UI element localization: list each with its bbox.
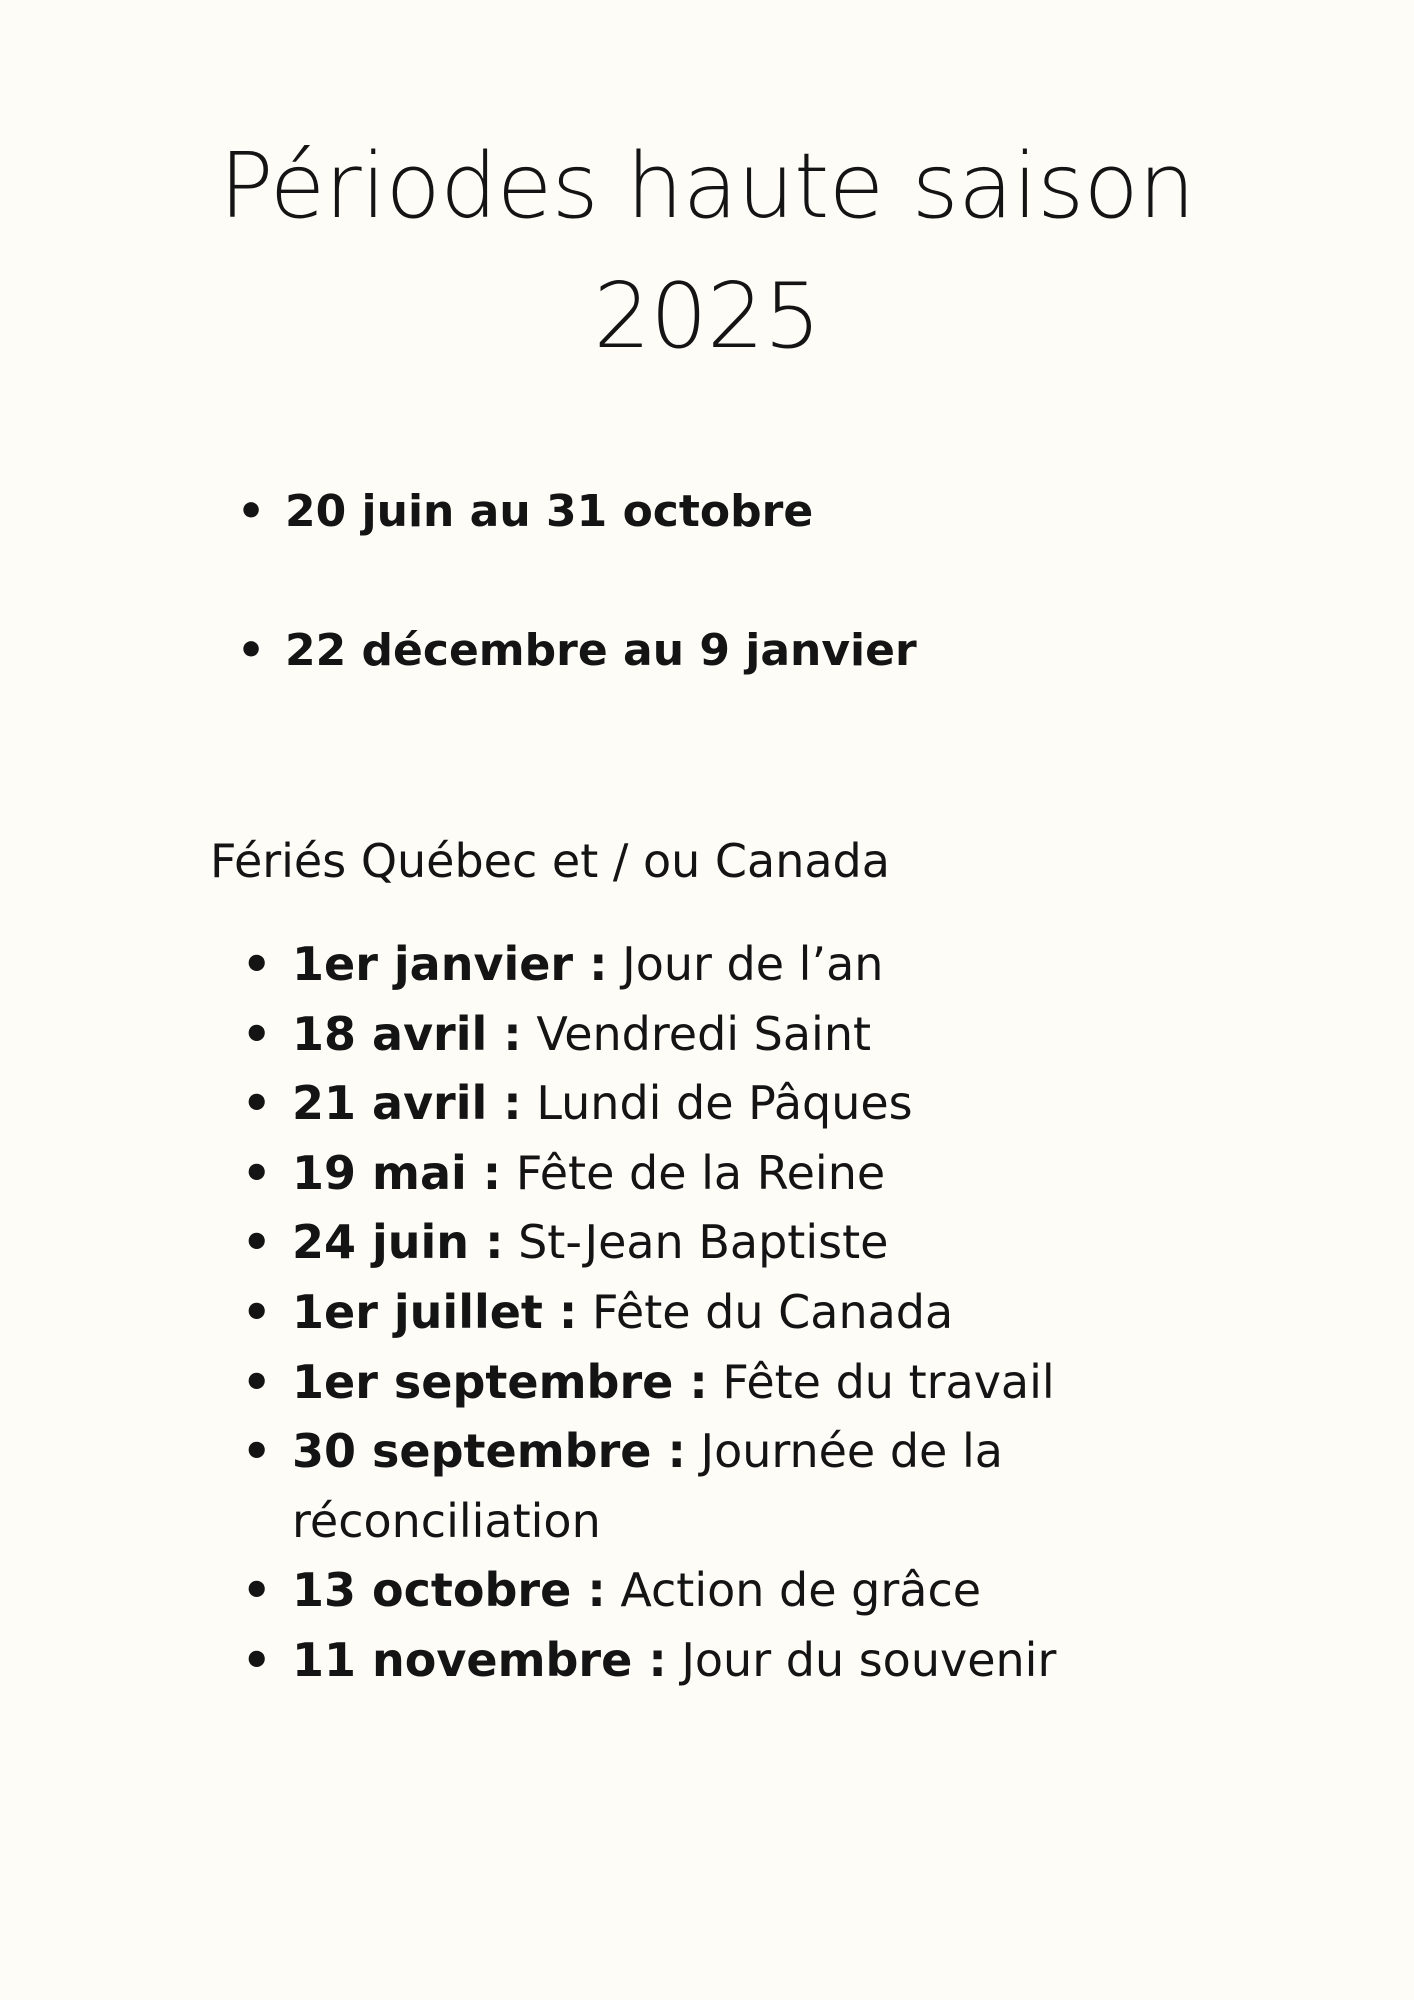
holiday-item <box>242 1417 1142 1556</box>
holiday-name: St-Jean Baptiste <box>518 1215 889 1270</box>
holiday-item <box>242 1069 1142 1139</box>
page-title <box>0 122 1414 382</box>
holiday-name: Fête du travail <box>722 1354 1055 1409</box>
high-season-period: 20 juin au 31 octobre <box>285 486 814 537</box>
holiday-date: 24 juin : <box>292 1215 504 1270</box>
holiday-name: Vendredi Saint <box>536 1006 872 1061</box>
bullet-icon: • <box>242 1284 272 1339</box>
bullet-icon: • <box>242 1424 272 1479</box>
bullet-icon: • <box>242 1354 272 1409</box>
holiday-name: Action de grâce <box>620 1563 982 1618</box>
holiday-name: Lundi de Pâques <box>536 1076 913 1131</box>
holiday-date: 18 avril : <box>292 1006 522 1061</box>
holidays-heading: Fériés Québec et / ou Canada <box>210 834 890 888</box>
holiday-item <box>242 1626 1142 1696</box>
bullet-icon: • <box>242 1076 272 1131</box>
page-title-line-1: Périodes haute saison <box>219 134 1195 239</box>
holiday-name: Fête du Canada <box>591 1284 954 1339</box>
high-season-period: 22 décembre au 9 janvier <box>285 625 917 676</box>
holiday-date: 1er septembre : <box>292 1354 708 1409</box>
holiday-item <box>242 930 1142 1000</box>
page-title-line-2: 2025 <box>593 264 821 369</box>
holiday-date: 11 novembre : <box>292 1632 667 1687</box>
holiday-item <box>242 1348 1142 1418</box>
high-season-item <box>237 621 1137 681</box>
bullet-icon: • <box>242 937 272 991</box>
holiday-name: Fête de la Reine <box>515 1145 886 1200</box>
holiday-date: 1er janvier : <box>292 937 608 991</box>
holiday-list <box>242 930 1142 1696</box>
holiday-item <box>242 1278 1142 1348</box>
holiday-item <box>242 1139 1142 1209</box>
holiday-date: 1er juillet : <box>292 1284 578 1339</box>
bullet-icon: • <box>237 486 266 537</box>
holiday-date: 13 octobre : <box>292 1563 606 1618</box>
holiday-item <box>242 1556 1142 1626</box>
holiday-date: 21 avril : <box>292 1076 522 1131</box>
holiday-name: Jour de l’an <box>622 937 884 991</box>
bullet-icon: • <box>242 1145 272 1200</box>
holiday-item <box>242 1208 1142 1278</box>
bullet-icon: • <box>242 1006 272 1061</box>
high-season-item <box>237 482 1137 542</box>
holiday-date: 19 mai : <box>292 1145 502 1200</box>
holiday-name-continuation: réconciliation <box>292 1493 601 1548</box>
holiday-date: 30 septembre : <box>292 1424 686 1479</box>
bullet-icon: • <box>242 1215 272 1270</box>
bullet-icon: • <box>237 625 266 676</box>
bullet-icon: • <box>242 1632 272 1687</box>
holiday-item <box>242 1000 1142 1070</box>
holiday-name: Journée de la <box>700 1424 1003 1479</box>
holiday-name: Jour du souvenir <box>681 1632 1057 1687</box>
bullet-icon: • <box>242 1563 272 1618</box>
